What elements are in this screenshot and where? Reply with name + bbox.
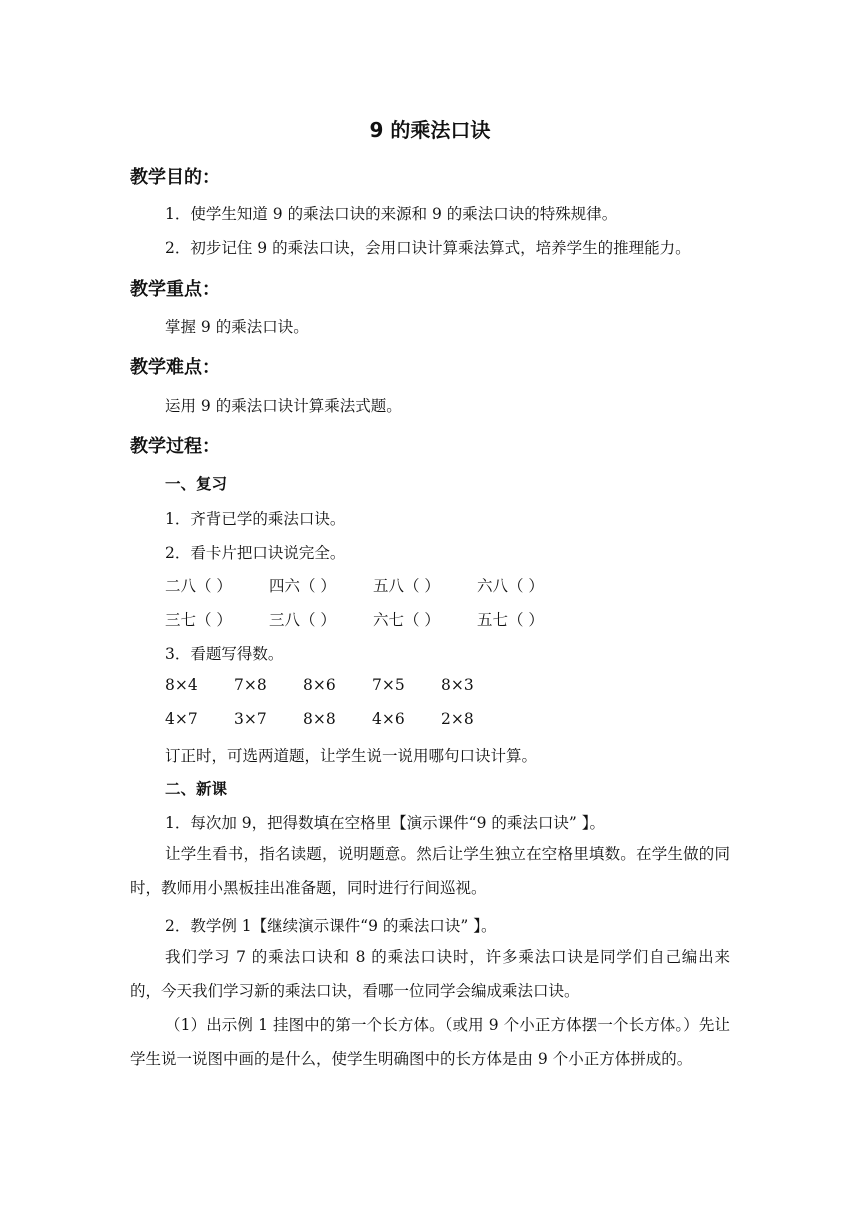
review-item-2: 2．看卡片把口诀说完全。 bbox=[165, 544, 346, 562]
key-points-heading: 教学重点： bbox=[130, 279, 220, 300]
card-item: 三七（ ） bbox=[165, 611, 232, 629]
calc-item: 3×7 bbox=[234, 710, 267, 728]
new-lesson-paragraph-3: （1）出示例 1 挂图中的第一个长方体。（或用 9 个小正方体摆一个长方体。）先让学生说一说图中画的是什么，使学生明确图中的长方体是由 9 个小正方体拼成的。 bbox=[130, 1016, 730, 1068]
new-lesson-item-1: 1．每次加 9，把得数填在空格里【演示课件“9 的乘法口诀” 】。 bbox=[165, 814, 605, 832]
card-item: 六七（ ） bbox=[373, 611, 440, 629]
card-item: 三八（ ） bbox=[269, 611, 336, 629]
calc-item: 4×6 bbox=[372, 710, 405, 728]
objectives-heading: 教学目的： bbox=[130, 167, 220, 188]
key-points-text: 掌握 9 的乘法口诀。 bbox=[165, 318, 309, 336]
card-item: 五八（ ） bbox=[373, 577, 440, 595]
calc-item: 8×3 bbox=[441, 676, 474, 694]
calc-item: 8×8 bbox=[303, 710, 336, 728]
review-item-3: 3．看题写得数。 bbox=[165, 645, 284, 663]
objective-item-2: 2．初步记住 9 的乘法口诀，会用口诀计算乘法算式，培养学生的推理能力。 bbox=[165, 239, 691, 257]
process-heading: 教学过程： bbox=[130, 436, 220, 457]
card-item: 二八（ ） bbox=[165, 577, 232, 595]
new-lesson-item-2: 2．教学例 1【继续演示课件“9 的乘法口诀” 】。 bbox=[165, 917, 497, 935]
card-item: 四六（ ） bbox=[269, 577, 336, 595]
new-lesson-heading: 二、新课 bbox=[165, 780, 228, 798]
review-item-1: 1．齐背已学的乘法口诀。 bbox=[165, 510, 346, 528]
calc-item: 8×6 bbox=[303, 676, 336, 694]
new-lesson-paragraph-1: 让学生看书，指名读题，说明题意。然后让学生独立在空格里填数。在学生做的同时，教师用小黑板挂出准备题，同时进行行间巡视。 bbox=[130, 845, 730, 897]
calc-item: 7×8 bbox=[234, 676, 267, 694]
calc-item: 2×8 bbox=[441, 710, 474, 728]
calc-item: 7×5 bbox=[372, 676, 405, 694]
difficulties-heading: 教学难点： bbox=[130, 357, 220, 378]
calc-item: 8×4 bbox=[165, 676, 198, 694]
card-item: 五七（ ） bbox=[477, 611, 544, 629]
document-title: 9 的乘法口诀 bbox=[369, 118, 491, 142]
review-note: 订正时，可选两道题，让学生说一说用哪句口诀计算。 bbox=[165, 747, 538, 765]
review-heading: 一、复习 bbox=[165, 475, 228, 493]
calc-item: 4×7 bbox=[165, 710, 198, 728]
objective-item-1: 1．使学生知道 9 的乘法口诀的来源和 9 的乘法口诀的特殊规律。 bbox=[165, 205, 618, 223]
difficulties-text: 运用 9 的乘法口诀计算乘法式题。 bbox=[165, 397, 402, 415]
new-lesson-paragraph-2: 我们学习 7 的乘法口诀和 8 的乘法口诀时，许多乘法口诀是同学们自己编出来的，今天我们学习新的乘法口诀，看哪一位同学会编成乘法口诀。 bbox=[130, 948, 730, 1000]
card-item: 六八（ ） bbox=[477, 577, 544, 595]
